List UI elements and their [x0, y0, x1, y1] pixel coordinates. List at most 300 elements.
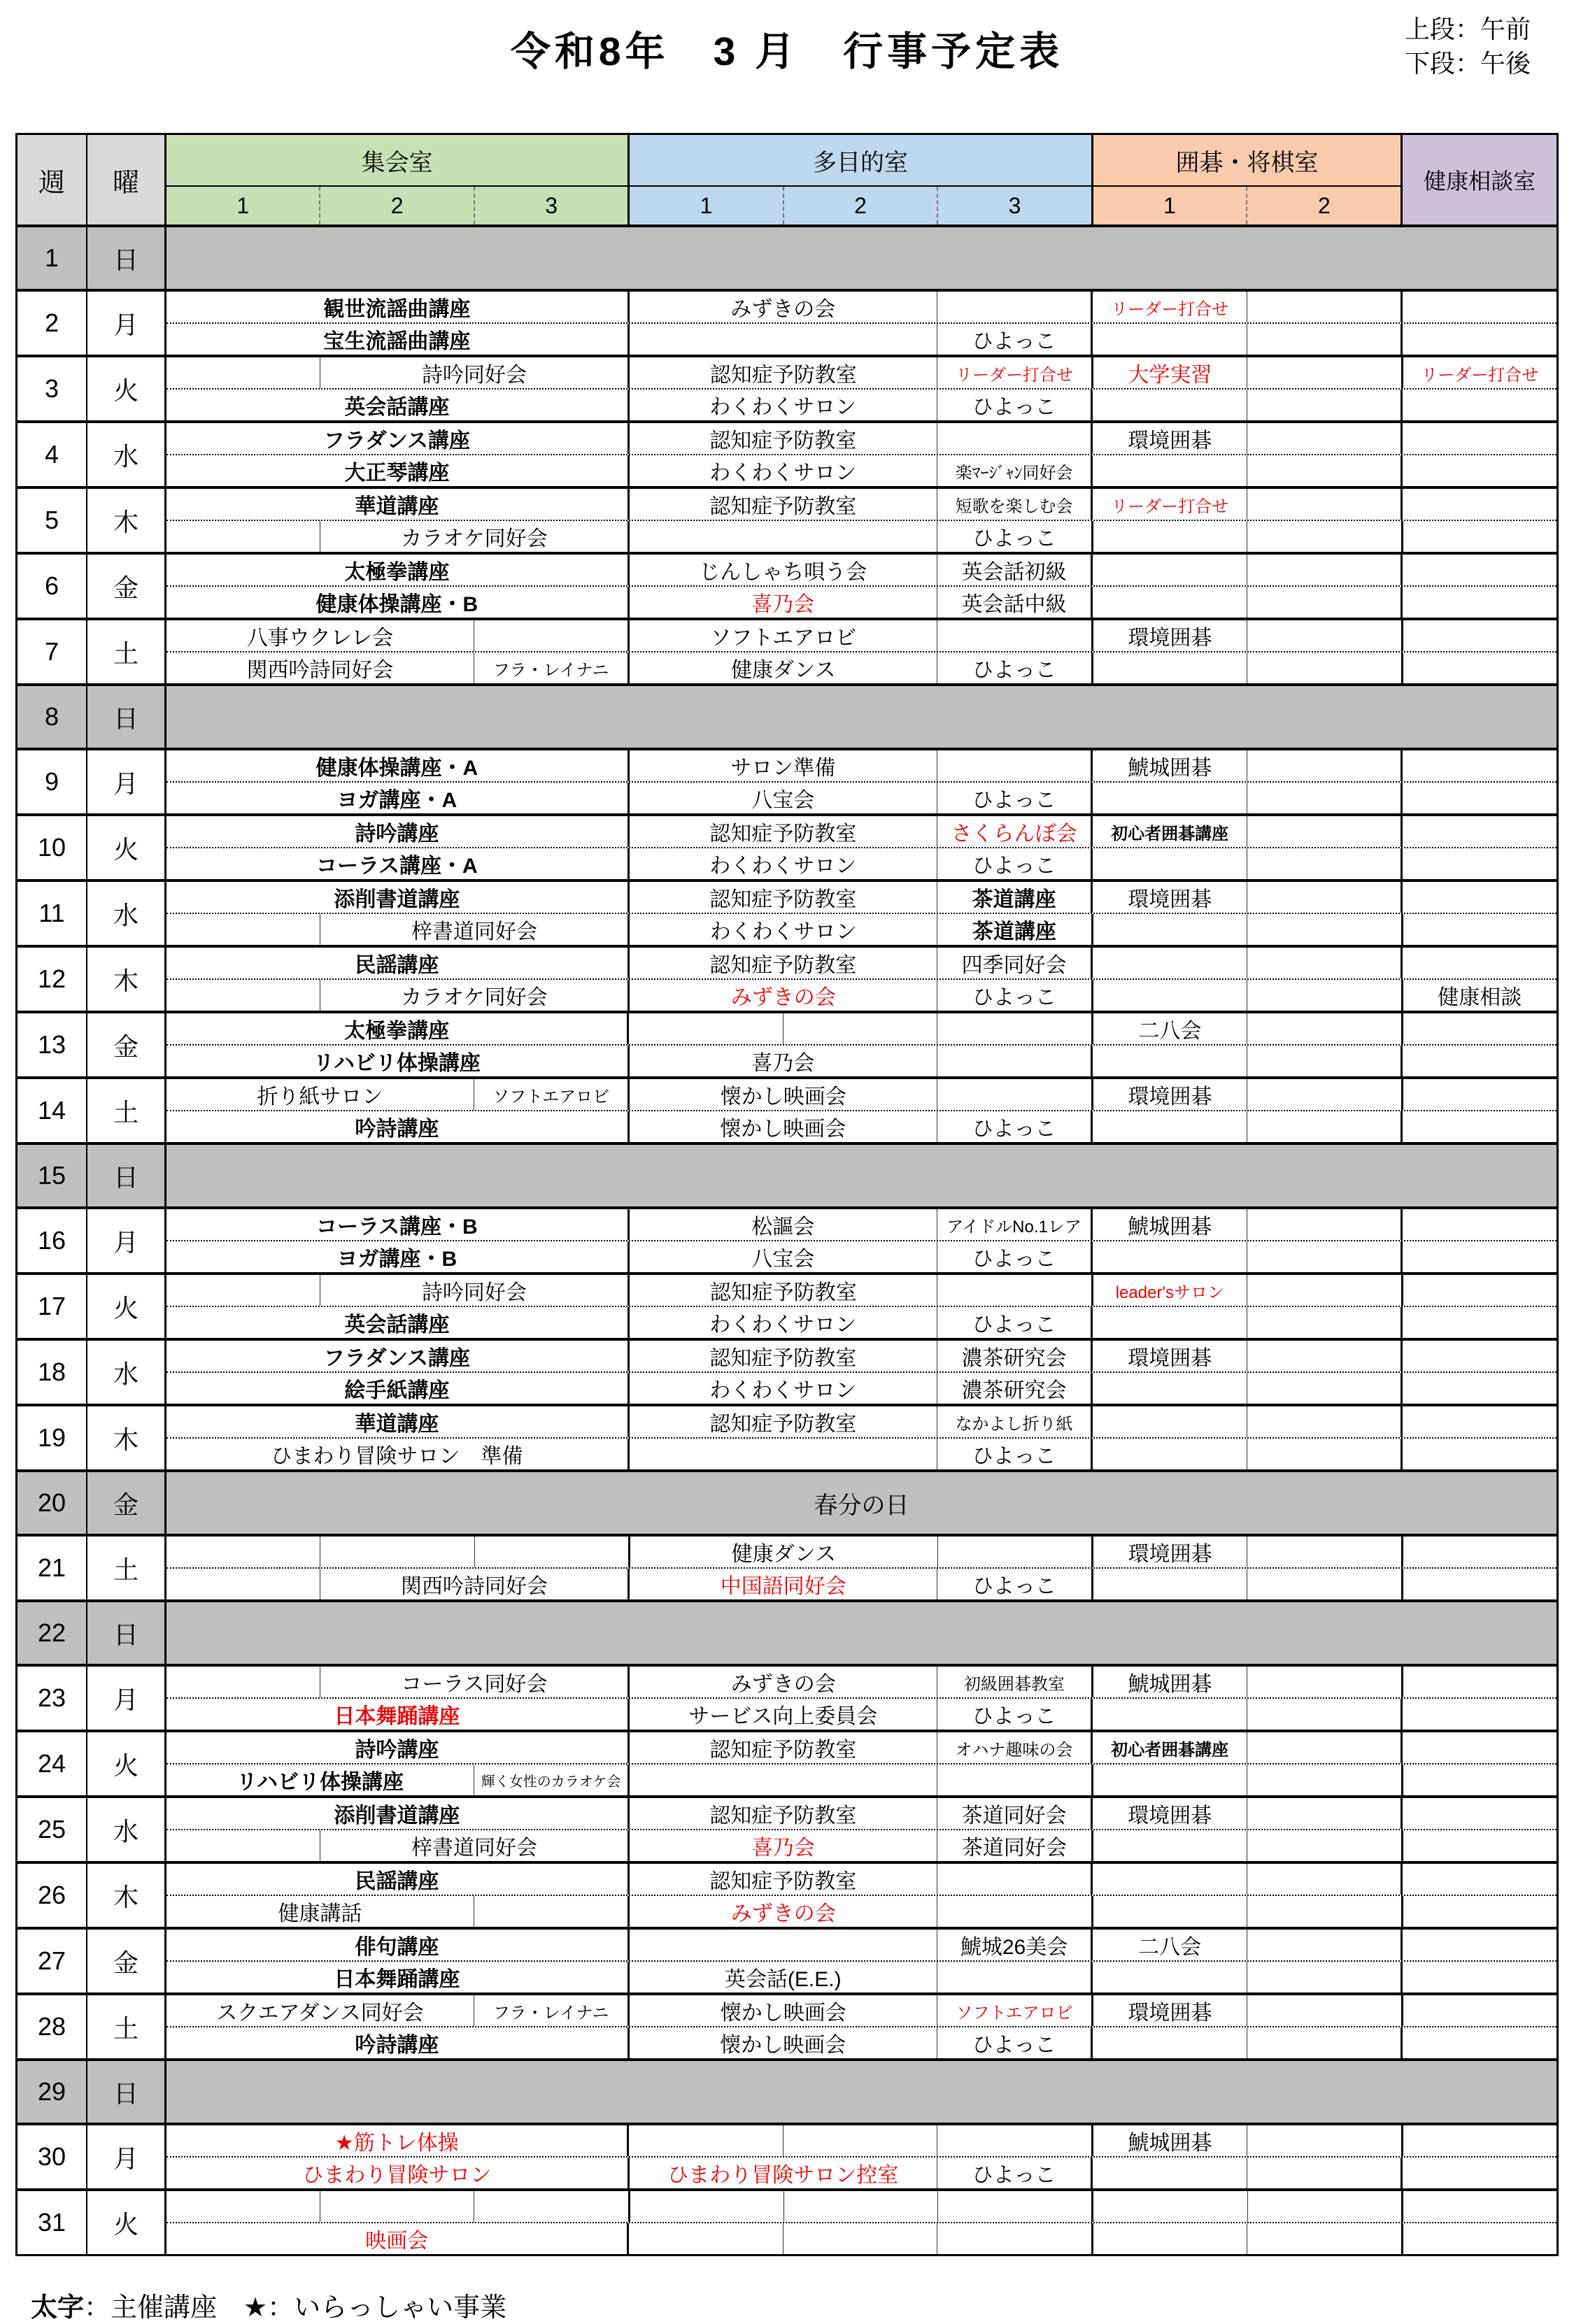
empty-cell: [1091, 1439, 1247, 1469]
event-cell: 認知症予防教室: [628, 1275, 937, 1306]
empty-cell: [1247, 816, 1401, 847]
event-cell: 認知症予防教室: [628, 1732, 937, 1763]
day-number: 31: [17, 2191, 87, 2254]
day-row: [17, 1992, 1557, 2058]
empty-cell: [1091, 1406, 1247, 1437]
empty-cell: [1401, 1013, 1557, 1044]
empty-cell: [1091, 980, 1247, 1011]
empty-cell: [166, 357, 320, 388]
event-cell: 観世流謡曲講座: [323, 298, 471, 321]
event-cell: 添削書道講座: [334, 1804, 460, 1827]
room-subcolumn-number: 2: [319, 187, 473, 224]
title-bar: [0, 0, 1574, 105]
empty-cell: [1247, 357, 1401, 388]
morning-row: [166, 1406, 1557, 1437]
day-number: 30: [17, 2125, 87, 2188]
morning-row: [166, 1995, 1557, 2026]
room-header-group: [1091, 135, 1401, 224]
day-of-week: 土: [87, 1995, 166, 2058]
empty-cell: [1091, 1864, 1247, 1895]
event-cell: コーラス講座・A: [315, 855, 478, 878]
empty-cell: [1401, 1373, 1557, 1404]
empty-cell: [937, 2223, 1091, 2254]
event-cell: コーラス同好会: [320, 1667, 628, 1697]
empty-cell: [166, 1830, 320, 1861]
day-of-week: 日: [87, 686, 166, 748]
footer-legend: [31, 2286, 1574, 2324]
day-number: 27: [17, 1930, 87, 1992]
event-cell: 詩吟講座: [355, 822, 439, 846]
day-row: [17, 813, 1557, 879]
empty-cell: [1401, 1667, 1557, 1697]
event-cell: 環境囲碁: [1091, 1798, 1247, 1829]
table-header: [17, 135, 1557, 224]
empty-cell: [1247, 390, 1401, 420]
afternoon-row: [166, 520, 1557, 552]
empty-cell: [783, 2223, 937, 2254]
event-cell: 喜乃会: [628, 1830, 937, 1861]
afternoon-row: [166, 651, 1557, 683]
event-cell: コーラス講座・B: [315, 1216, 478, 1239]
room-header-label: 集会室: [166, 135, 628, 187]
event-cell: 茶道講座: [937, 882, 1091, 913]
event-cell: 吟詩講座: [355, 1118, 439, 1141]
event-cell: 認知症予防教室: [628, 1864, 937, 1895]
day-row: [17, 1338, 1557, 1404]
morning-row: [166, 555, 1557, 585]
day-content: [166, 1602, 1557, 1664]
day-number: 25: [17, 1798, 87, 1861]
empty-cell: [1401, 948, 1557, 978]
morning-row: [166, 620, 1557, 651]
empty-cell: [1401, 620, 1557, 651]
empty-cell: [1247, 1307, 1401, 1338]
event-cell: ひよっこ: [937, 1111, 1091, 1142]
header-rooms: [166, 135, 1557, 224]
day-number: 10: [17, 816, 87, 879]
event-cell: ひよっこ: [937, 980, 1091, 1011]
day-row: [17, 1272, 1557, 1338]
morning-row: [166, 816, 1557, 847]
empty-cell: [937, 1864, 1091, 1895]
event-cell: みずきの会: [628, 980, 937, 1011]
empty-cell: [166, 1667, 320, 1697]
empty-cell: [1091, 1307, 1247, 1338]
event-cell: フラダンス講座: [323, 1347, 470, 1370]
day-number: 18: [17, 1341, 87, 1404]
afternoon-row: [166, 847, 1557, 879]
day-of-week: 日: [87, 2061, 166, 2123]
afternoon-row: [166, 1960, 1557, 1992]
empty-cell: [1247, 324, 1401, 355]
empty-cell: [1091, 1046, 1247, 1076]
event-cell: 大学実習: [1091, 357, 1247, 388]
event-cell: 認知症予防教室: [628, 489, 937, 520]
morning-row: [166, 2191, 1557, 2222]
empty-cell: [1247, 1798, 1401, 1829]
empty-cell: [1401, 324, 1557, 355]
day-of-week: 火: [87, 1275, 166, 1338]
time-legend-pm: 下段：午後: [1404, 48, 1531, 78]
header-week: 週: [17, 135, 87, 224]
empty-cell: [1247, 2191, 1401, 2222]
day-content: [166, 1667, 1557, 1730]
morning-row: [166, 1079, 1557, 1110]
event-cell: ソフトエアロビ: [474, 1079, 628, 1110]
empty-cell: [937, 1046, 1091, 1076]
afternoon-row: [166, 978, 1557, 1011]
day-row: [17, 2123, 1557, 2188]
holiday-band: [166, 227, 1557, 289]
event-cell: 健康ダンス: [628, 653, 937, 683]
empty-cell: [1401, 2125, 1557, 2156]
event-cell: 濃茶研究会: [937, 1373, 1091, 1404]
event-cell: ひよっこ: [937, 1241, 1091, 1272]
empty-cell: [783, 2125, 937, 2156]
empty-cell: [628, 2191, 784, 2222]
event-cell: 鯱城囲碁: [1091, 2125, 1247, 2156]
day-row: [17, 355, 1557, 420]
event-cell: 映画会: [365, 2230, 429, 2253]
empty-cell: [1401, 423, 1557, 454]
empty-cell: [1091, 948, 1247, 978]
event-cell: 華道講座: [355, 495, 439, 518]
event-cell: 環境囲碁: [1091, 620, 1247, 651]
event-cell: 認知症予防教室: [628, 423, 937, 454]
day-of-week: 水: [87, 1798, 166, 1861]
day-number: 22: [17, 1602, 87, 1664]
empty-cell: [937, 1275, 1091, 1306]
empty-cell: [1247, 1013, 1401, 1044]
event-cell: 太極拳講座: [344, 561, 450, 584]
empty-cell: [474, 2191, 628, 2222]
empty-cell: [937, 1962, 1091, 1992]
event-cell: 短歌を楽しむ会: [937, 489, 1091, 520]
event-cell: 認知症予防教室: [628, 816, 937, 847]
morning-row: [166, 1275, 1557, 1306]
empty-cell: [1247, 848, 1401, 879]
room-subcolumn-number: 2: [783, 187, 937, 224]
afternoon-row: [166, 1895, 1557, 1927]
day-number: 12: [17, 948, 87, 1011]
event-cell: 鯱城26美会: [937, 1930, 1091, 1960]
empty-cell: [1401, 1209, 1557, 1240]
day-row: [17, 618, 1557, 683]
room-header-group: [166, 135, 628, 224]
empty-cell: [1401, 1995, 1557, 2026]
empty-cell: [1401, 292, 1557, 322]
event-cell: 八宝会: [628, 783, 937, 813]
empty-cell: [1401, 2027, 1557, 2058]
day-content: [166, 1995, 1557, 2058]
day-number: 2: [17, 292, 87, 355]
empty-cell: [1091, 1569, 1247, 1599]
event-cell: 四季同好会: [937, 948, 1091, 978]
empty-cell: [1247, 882, 1401, 913]
empty-cell: [1247, 1667, 1401, 1697]
empty-cell: [1247, 555, 1401, 585]
day-number: 21: [17, 1537, 87, 1599]
day-of-week: 月: [87, 292, 166, 355]
event-cell: leader'sサロン: [1091, 1275, 1247, 1306]
event-cell: 詩吟同好会: [320, 1275, 628, 1306]
empty-cell: [1091, 324, 1247, 355]
event-cell: 認知症予防教室: [628, 948, 937, 978]
morning-row: [166, 489, 1557, 520]
room-header-label: 健康相談室: [1424, 169, 1536, 194]
day-number: 4: [17, 423, 87, 486]
day-row: [17, 1469, 1557, 1534]
empty-cell: [1091, 2191, 1247, 2222]
empty-cell: [1247, 783, 1401, 813]
event-cell: ひまわり冒険サロン: [302, 2164, 492, 2187]
holiday-band: 春分の日: [166, 1472, 1557, 1534]
time-legend-am: 上段：午前: [1404, 15, 1531, 43]
day-number: 6: [17, 555, 87, 618]
day-of-week: 火: [87, 1732, 166, 1795]
day-of-week: 金: [87, 1930, 166, 1992]
day-content: [166, 292, 1557, 355]
empty-cell: [1401, 914, 1557, 945]
room-header-group: [628, 135, 1091, 224]
event-cell: 鯱城囲碁: [1091, 1209, 1247, 1240]
empty-cell: [474, 620, 628, 651]
empty-cell: [1091, 783, 1247, 813]
event-cell: 濃茶研究会: [937, 1341, 1091, 1371]
event-cell: 輝く女性のカラオケ会: [474, 1765, 628, 1795]
day-row: [17, 2188, 1557, 2254]
empty-cell: [627, 2223, 782, 2254]
empty-cell: [1247, 1896, 1401, 1927]
day-of-week: 木: [87, 948, 166, 1011]
morning-row: [166, 1013, 1557, 1044]
event-cell: 鯱城囲碁: [1091, 750, 1247, 781]
morning-row: [166, 357, 1557, 388]
empty-cell: [1401, 455, 1557, 486]
event-cell: 二八会: [1091, 1930, 1247, 1960]
event-cell: 関西吟詩同好会: [320, 1569, 628, 1599]
day-of-week: 火: [87, 2191, 166, 2254]
empty-cell: [320, 1537, 474, 1567]
empty-cell: [166, 1537, 320, 1567]
day-row: [17, 1534, 1557, 1599]
empty-cell: [937, 1537, 1091, 1567]
empty-cell: [1247, 521, 1401, 552]
day-row: [17, 1599, 1557, 1664]
morning-row: [166, 1732, 1557, 1763]
day-of-week: 月: [87, 1667, 166, 1730]
event-cell: ヨガ講座・A: [336, 789, 458, 812]
day-content: [166, 1864, 1557, 1927]
event-cell: ソフトエアロビ: [937, 1995, 1091, 2026]
empty-cell: [1247, 620, 1401, 651]
event-cell: 英会話初級: [937, 555, 1091, 585]
empty-cell: [1091, 2027, 1247, 2058]
day-content: [166, 1275, 1557, 1338]
empty-cell: [1247, 750, 1401, 781]
day-of-week: 水: [87, 1341, 166, 1404]
morning-row: [166, 1667, 1557, 1697]
empty-cell: [1247, 1732, 1401, 1763]
event-cell: 認知症予防教室: [628, 1406, 937, 1437]
empty-cell: [1247, 1111, 1401, 1142]
event-cell: わくわくサロン: [628, 848, 937, 879]
event-cell: 吟詩講座: [355, 2034, 439, 2057]
day-number: 3: [17, 357, 87, 420]
event-cell: リーダー打合せ: [937, 357, 1091, 388]
day-of-week: 日: [87, 1602, 166, 1664]
event-cell: さくらんぼ会: [937, 816, 1091, 847]
event-cell: 松謳会: [628, 1209, 937, 1240]
empty-cell: [628, 1439, 937, 1469]
day-of-week: 土: [87, 1079, 166, 1142]
event-cell: 環境囲碁: [1091, 1079, 1247, 1110]
empty-cell: [1247, 1439, 1401, 1469]
empty-cell: [166, 1275, 320, 1306]
afternoon-row: [166, 2026, 1557, 2058]
event-cell: 添削書道講座: [334, 888, 460, 911]
empty-cell: [1247, 292, 1401, 322]
event-cell: 茶道同好会: [937, 1830, 1091, 1861]
event-cell: カラオケ同好会: [320, 521, 628, 552]
day-of-week: 木: [87, 1406, 166, 1469]
empty-cell: [1247, 1830, 1401, 1861]
empty-cell: [1401, 1864, 1557, 1895]
empty-cell: [1091, 1896, 1247, 1927]
empty-cell: [1401, 1046, 1557, 1076]
event-cell: わくわくサロン: [628, 390, 937, 420]
event-cell: わくわくサロン: [628, 455, 937, 486]
empty-cell: [1401, 1341, 1557, 1371]
empty-cell: [1247, 423, 1401, 454]
day-number: 20: [17, 1472, 87, 1534]
afternoon-row: [166, 585, 1557, 618]
empty-cell: [628, 1765, 937, 1795]
event-cell: フラ・レイナニ: [474, 653, 628, 683]
room-subcolumn-number: 1: [236, 192, 250, 218]
empty-cell: [783, 1013, 937, 1044]
room-subcolumn-number: 1: [1163, 192, 1176, 218]
event-cell: 関西吟詩同好会: [246, 659, 394, 682]
day-of-week: 木: [87, 489, 166, 552]
event-cell: 英会話(E.E.): [628, 1962, 937, 1992]
day-row: [17, 1206, 1557, 1272]
event-cell: ヨガ講座・B: [336, 1248, 458, 1271]
empty-cell: [166, 2191, 320, 2222]
empty-cell: [166, 914, 320, 945]
event-cell: わくわくサロン: [628, 914, 937, 945]
schedule-table: [15, 133, 1559, 2256]
empty-cell: [1091, 2223, 1247, 2254]
empty-cell: [1247, 1406, 1401, 1437]
day-number: 8: [17, 686, 87, 748]
morning-row: [166, 1209, 1557, 1240]
event-cell: ひよっこ: [937, 1307, 1091, 1338]
day-content: [166, 555, 1557, 618]
event-cell: ひよっこ: [937, 783, 1091, 813]
event-cell: 民謡講座: [355, 1870, 439, 1893]
empty-cell: [1247, 489, 1401, 520]
event-cell: 懐かし映画会: [628, 1079, 937, 1110]
morning-row: [166, 1930, 1557, 1960]
event-cell: カラオケ同好会: [320, 980, 628, 1011]
afternoon-row: [166, 1306, 1557, 1338]
event-cell: 英会話講座: [344, 1313, 450, 1336]
empty-cell: [1401, 1275, 1557, 1306]
afternoon-row: [166, 1044, 1557, 1076]
afternoon-row: [166, 1697, 1557, 1730]
empty-cell: [1247, 914, 1401, 945]
event-cell: みずきの会: [628, 292, 937, 322]
empty-cell: [1401, 783, 1557, 813]
empty-cell: [1401, 1699, 1557, 1730]
day-of-week: 水: [87, 423, 166, 486]
day-content: [166, 1406, 1557, 1469]
morning-row: [166, 882, 1557, 913]
empty-cell: [1247, 587, 1401, 618]
day-row: [17, 945, 1557, 1011]
day-content: [166, 620, 1557, 683]
empty-cell: [1091, 1962, 1247, 1992]
morning-row: [166, 1341, 1557, 1371]
day-of-week: 金: [87, 1013, 166, 1076]
event-cell: 英会話中級: [937, 587, 1091, 618]
day-of-week: 日: [87, 227, 166, 289]
empty-cell: [1401, 882, 1557, 913]
day-content: [166, 750, 1557, 813]
event-cell: スクエアダンス同好会: [216, 2002, 424, 2025]
event-cell: サロン準備: [628, 750, 937, 781]
day-row: [17, 683, 1557, 748]
day-content: [166, 1209, 1557, 1272]
event-cell: 認知症予防教室: [628, 357, 937, 388]
empty-cell: [1247, 1765, 1401, 1795]
event-cell: 懐かし映画会: [628, 1995, 937, 2026]
day-of-week: 金: [87, 1472, 166, 1534]
event-cell: 日本舞踊講座: [334, 1968, 460, 1991]
time-legend: [1405, 13, 1531, 80]
day-rows: [17, 224, 1557, 2254]
empty-cell: [1091, 390, 1247, 420]
morning-row: [166, 1798, 1557, 1829]
morning-row: [166, 948, 1557, 978]
event-cell: 梓書道同好会: [320, 1830, 628, 1861]
empty-cell: [1247, 2125, 1401, 2156]
event-cell: なかよし折り紙: [937, 1406, 1091, 1437]
empty-cell: [1401, 1962, 1557, 1992]
day-row: [17, 420, 1557, 486]
afternoon-row: [166, 1829, 1557, 1861]
event-cell: ★筋トレ体操: [334, 2132, 459, 2155]
empty-cell: [937, 620, 1091, 651]
empty-cell: [1091, 653, 1247, 683]
day-content: [166, 2061, 1557, 2123]
event-cell: 認知症予防教室: [628, 1798, 937, 1829]
event-cell: ひよっこ: [937, 2027, 1091, 2058]
empty-cell: [937, 2191, 1091, 2222]
day-of-week: 火: [87, 357, 166, 420]
day-content: [166, 1537, 1557, 1599]
afternoon-row: [166, 1371, 1557, 1404]
event-cell: リハビリ体操講座: [236, 1771, 404, 1794]
event-cell: ひよっこ: [937, 2158, 1091, 2188]
day-content: [166, 1145, 1557, 1206]
event-cell: 太極拳講座: [344, 1020, 450, 1043]
event-cell: ひよっこ: [937, 521, 1091, 552]
day-content: [166, 1798, 1557, 1861]
day-number: 9: [17, 750, 87, 813]
day-number: 15: [17, 1145, 87, 1206]
